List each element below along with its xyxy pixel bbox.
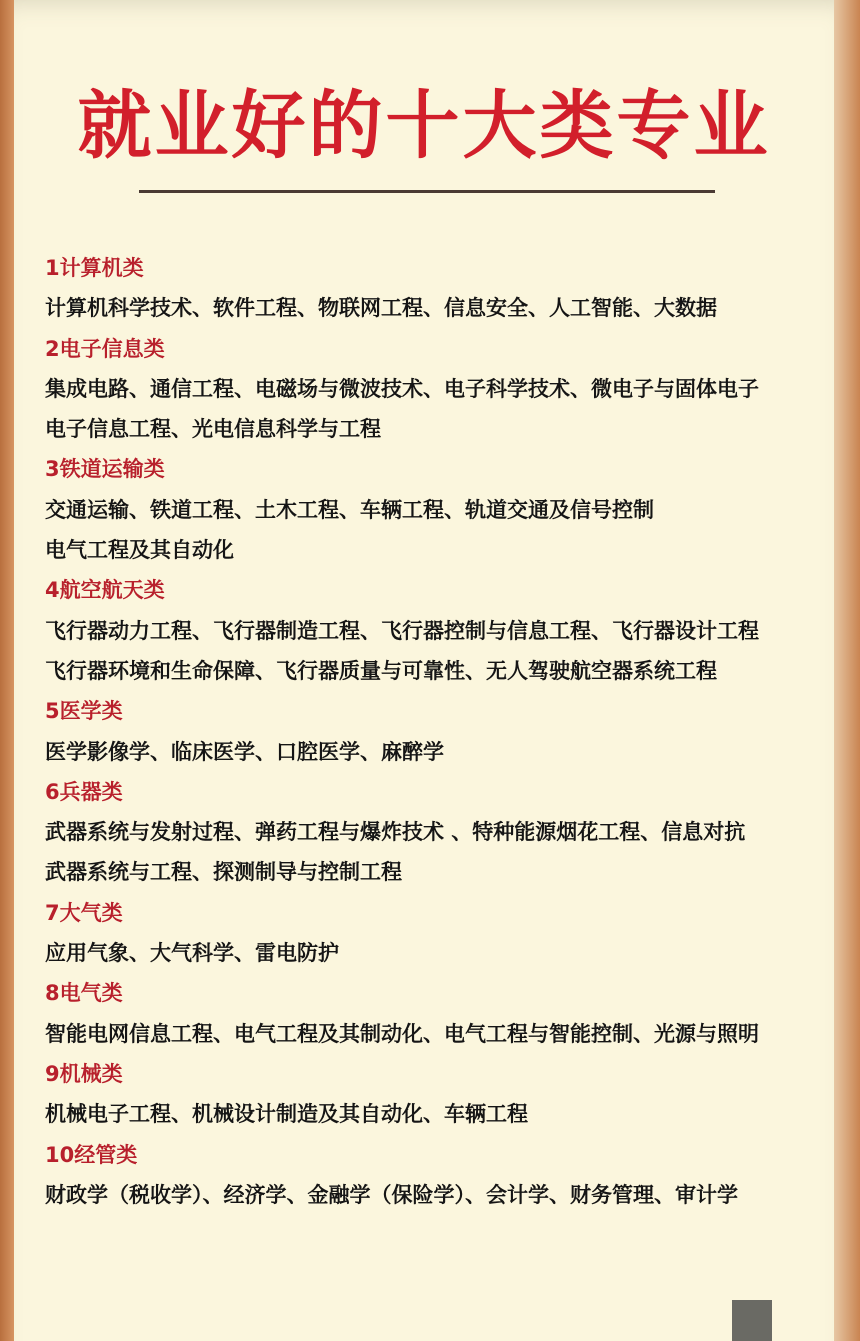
major-list-line: 武器系统与发射过程、弹药工程与爆炸技术 、特种能源烟花工程、信息对抗 <box>45 820 746 845</box>
page-title: 就业好的十大类专业 <box>77 83 771 169</box>
major-list-line: 电子信息工程、光电信息科学与工程 <box>45 417 381 442</box>
major-list-line: 交通运输、铁道工程、土木工程、车辆工程、轨道交通及信号控制 <box>45 497 654 522</box>
poster-sheet <box>14 0 834 1341</box>
major-list-line: 医学影像学、临床医学、口腔医学、麻醉学 <box>45 739 444 764</box>
category-heading: 4航空航天类 <box>45 578 165 603</box>
category-heading: 6兵器类 <box>45 779 123 804</box>
major-list-line: 机械电子工程、机械设计制造及其自动化、车辆工程 <box>45 1102 528 1127</box>
category-heading: 9机械类 <box>45 1061 123 1086</box>
category-heading: 8电气类 <box>45 981 123 1006</box>
major-list-line: 飞行器动力工程、飞行器制造工程、飞行器控制与信息工程、飞行器设计工程 <box>45 618 759 643</box>
major-list-line: 武器系统与工程、探测制导与控制工程 <box>45 860 402 885</box>
corner-dark-block <box>732 1300 772 1341</box>
category-heading: 1计算机类 <box>45 256 144 280</box>
major-list-line: 飞行器环境和生命保障、飞行器质量与可靠性、无人驾驶航空器系统工程 <box>45 658 717 683</box>
major-list-line: 计算机科学技术、软件工程、物联网工程、信息安全、人工智能、大数据 <box>45 296 717 321</box>
category-list <box>45 248 825 1215</box>
category-heading: 2电子信息类 <box>45 336 165 361</box>
major-list-line: 智能电网信息工程、电气工程及其制动化、电气工程与智能控制、光源与照明 <box>45 1021 759 1046</box>
category-heading: 5医学类 <box>45 699 123 724</box>
major-list-line: 应用气象、大气科学、雷电防护 <box>45 941 339 966</box>
category-heading: 10经管类 <box>45 1142 138 1167</box>
major-list-line: 集成电路、通信工程、电磁场与微波技术、电子科学技术、微电子与固体电子 <box>45 376 759 401</box>
category-heading: 7大气类 <box>45 900 123 925</box>
major-list-line: 财政学（税收学）、经济学、金融学（保险学）、会计学、财务管理、审计学 <box>45 1182 738 1207</box>
category-heading: 3铁道运输类 <box>45 457 165 482</box>
board-frame-left <box>0 0 14 1341</box>
major-list-line: 电气工程及其自动化 <box>45 538 234 563</box>
title-divider <box>139 190 715 193</box>
board-frame-right <box>834 0 860 1341</box>
